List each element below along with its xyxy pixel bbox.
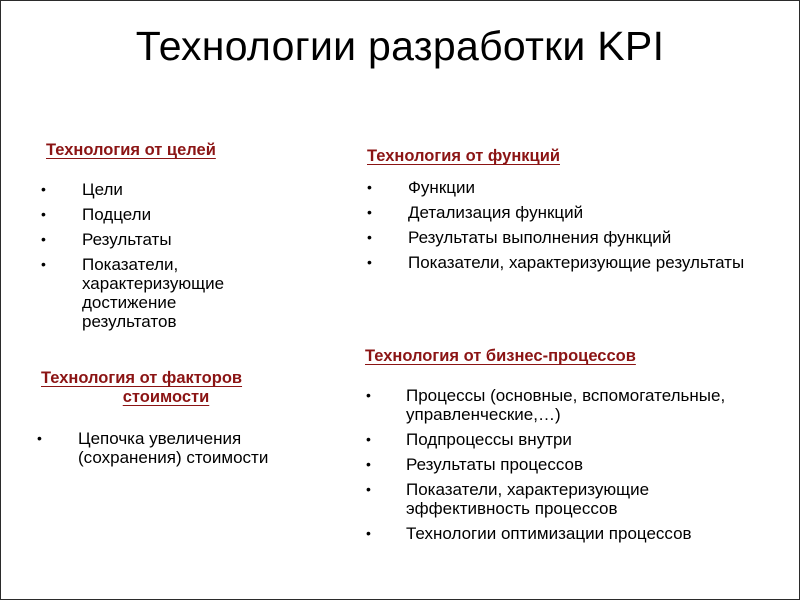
bullet-icon: •	[41, 206, 46, 222]
list-item: • Подцели	[41, 205, 152, 224]
list-item: • Функции	[367, 178, 475, 197]
bullet-icon: •	[41, 181, 46, 197]
heading-functions: Технология от функций	[367, 147, 560, 165]
list-item: • Детализация функций	[367, 203, 584, 222]
heading-goals: Технология от целей	[46, 141, 216, 159]
list-item: • Результаты процессов	[366, 455, 584, 474]
bullet-icon: •	[367, 254, 372, 270]
list-value-factors	[31, 429, 331, 467]
list-item: • Результаты выполнения функций	[367, 228, 672, 247]
list-functions	[361, 178, 781, 272]
bullet-icon: •	[41, 256, 46, 272]
bullet-icon: •	[37, 430, 42, 446]
bullet-icon: •	[366, 387, 371, 403]
list-item: • Цепочка увеличения (сохранения) стоимости	[37, 429, 269, 467]
bullet-icon: •	[366, 431, 371, 447]
list-item: • Показатели, характеризующие эффективность процессов	[366, 480, 650, 518]
block-business-processes	[359, 347, 789, 549]
list-item: • Технологии оптимизации процессов	[366, 524, 692, 543]
list-item: • Подпроцессы внутри	[366, 430, 572, 449]
block-goals	[37, 141, 337, 337]
list-item: • Цели	[41, 180, 123, 199]
bullet-icon: •	[367, 179, 372, 195]
bullet-icon: •	[366, 525, 371, 541]
bullet-icon: •	[366, 481, 371, 497]
block-functions	[361, 147, 781, 278]
list-item: • Показатели, характеризующие результаты	[367, 253, 745, 272]
heading-value-factors: Технология от факторов стоимости	[41, 369, 243, 406]
bullet-icon: •	[41, 231, 46, 247]
heading-business-processes: Технология от бизнес-процессов	[365, 347, 636, 365]
bullet-icon: •	[367, 204, 372, 220]
list-item: • Результаты	[41, 230, 172, 249]
block-value-factors	[31, 369, 331, 473]
bullet-icon: •	[367, 229, 372, 245]
bullet-icon: •	[366, 456, 371, 472]
list-business-processes	[359, 386, 789, 543]
list-goals	[37, 180, 337, 331]
slide-title: Технологии разработки KPI	[135, 23, 665, 69]
list-item: • Показатели, характеризующие достижение результатов	[41, 255, 225, 331]
list-item: • Процессы (основные, вспомогательные, управленческие,…)	[366, 386, 726, 424]
